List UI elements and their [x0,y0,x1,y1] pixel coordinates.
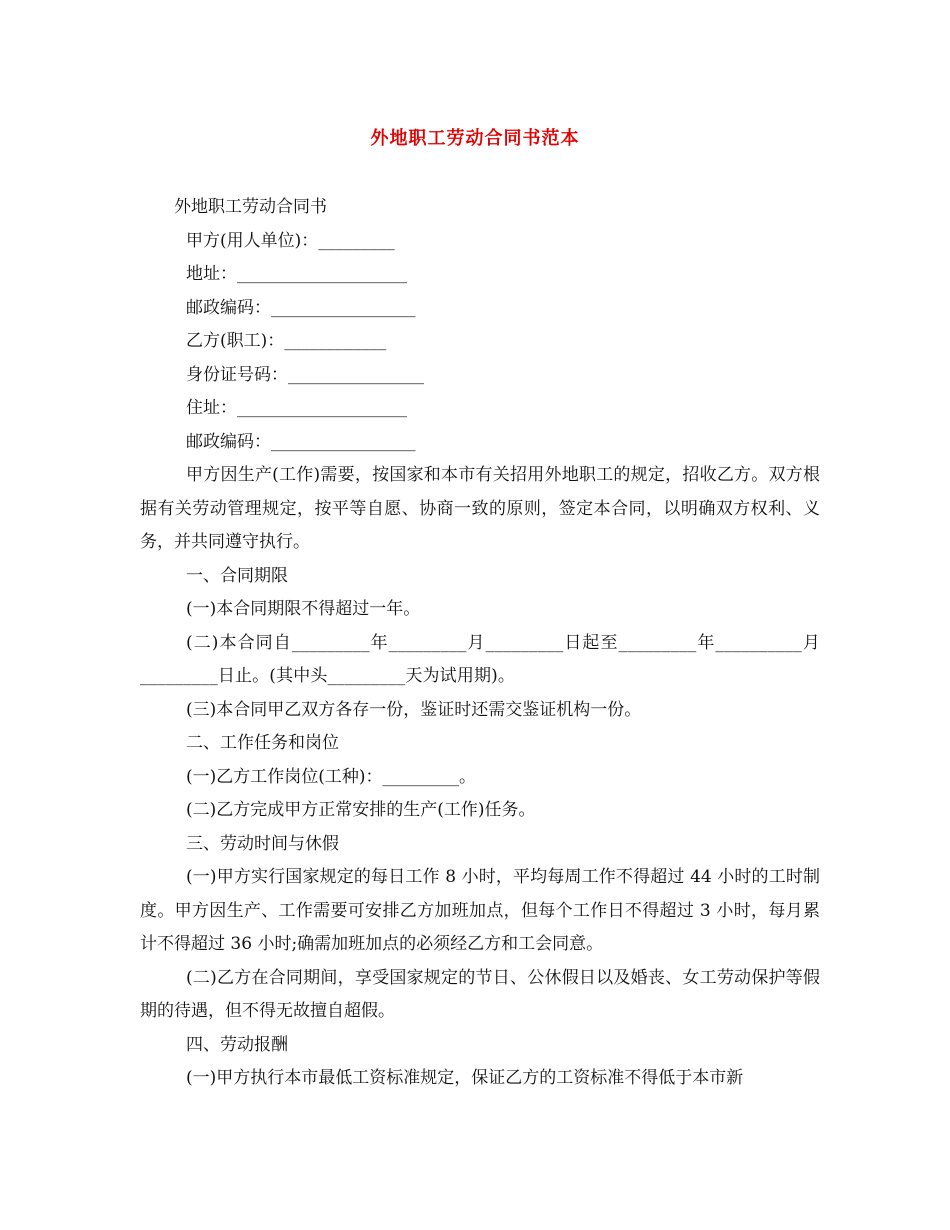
section-2-heading: 二、工作任务和岗位 [186,733,339,753]
postcode-b-field: 邮政编码：_________________ [186,431,416,452]
id-number-field: 身份证号码：________________ [186,364,424,385]
section-3-heading: 三、劳动时间与休假 [186,833,339,854]
section-1-heading: 一、合同期限 [186,565,288,586]
residence-field: 住址：____________________ [186,398,407,418]
section-4-item-1: (一)甲方执行本市最低工资标准规定，保证乙方的工资标准不得低于本市新 [186,1068,744,1088]
preamble-paragraph: 甲方因生产(工作)需要，按国家和本市有关招用外地职工的规定，招收乙方。双方根据有关劳动管理规定，按平等自愿、协商一致的原则，签定本合同，以明确双方权利、义务，并共同遵守执行。 [140,465,820,552]
party-b-field: 乙方(职工)：____________ [186,331,387,351]
document-body [140,191,820,1096]
document-title: 外地职工劳动合同书范本 [370,128,580,149]
section-1-item-3: (三)本合同甲乙双方各存一份，鉴证时还需交鉴证机构一份。 [186,699,642,720]
party-a-field: 甲方(用人单位)：_________ [186,230,395,251]
postcode-a-field: 邮政编码：_________________ [186,297,416,318]
address-field: 地址：____________________ [186,264,407,284]
section-2-item-2: (二)乙方完成甲方正常安排的生产(工作)任务。 [186,800,536,820]
section-3-item-2: (二)乙方在合同期间，享受国家规定的节日、公休假日以及婚丧、女工劳动保护等假期的待遇，但不得无故擅自超假。 [140,967,820,1021]
section-1-item-1: (一)本合同期限不得超过一年。 [186,599,421,619]
section-1-item-2: (二)本合同自_________年_________月_________日起至_________年__________月_________日止。(其中头_________天为试用期)。 [140,632,820,686]
section-4-heading: 四、劳动报酬 [186,1034,288,1055]
contract-subtitle: 外地职工劳动合同书 [174,197,327,217]
section-2-item-1: (一)乙方工作岗位(工种)：_________。 [186,766,477,787]
section-3-item-1: (一)甲方实行国家规定的每日工作 8 小时，平均每周工作不得超过 44 小时的工时制度。甲方因生产、工作需要可安排乙方加班加点，但每个工作日不得超过 3 小时，每月累计不得超过 36 小时;确需加班加点的必须经乙方和工会同意。 [140,867,820,954]
